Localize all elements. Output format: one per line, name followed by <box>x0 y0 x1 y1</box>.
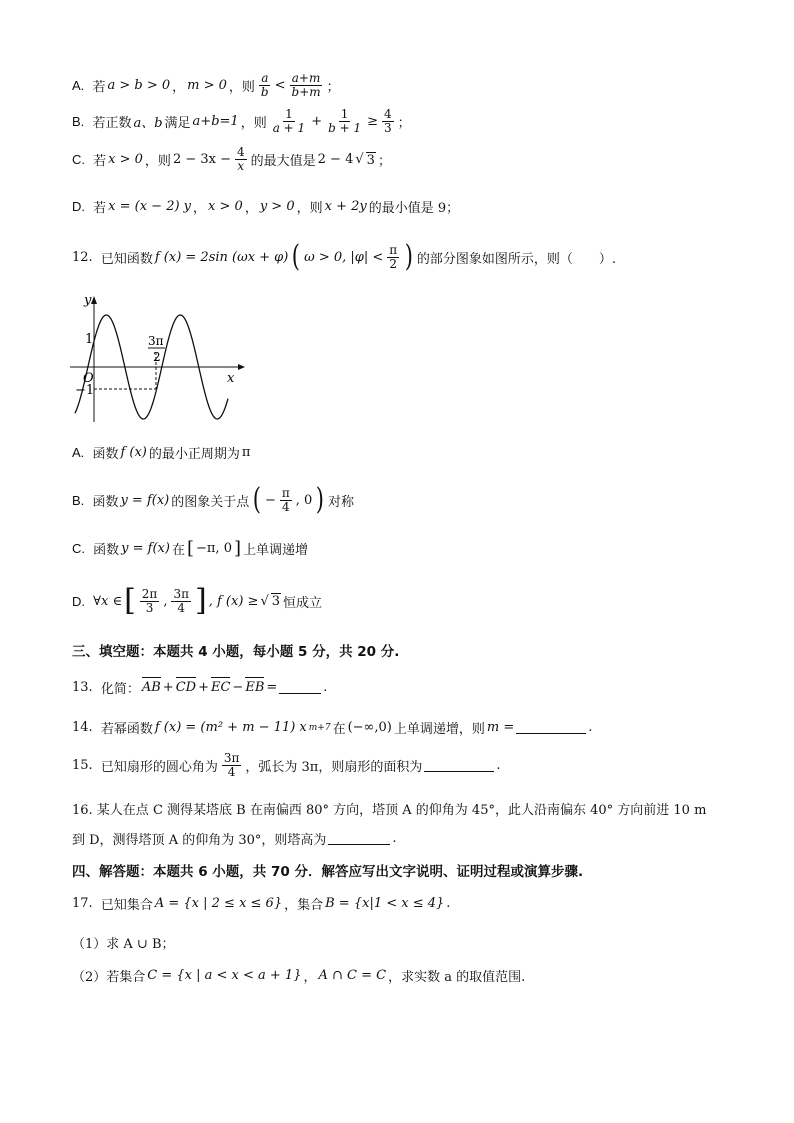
numerator: 4 <box>237 145 245 159</box>
fraction <box>387 244 399 271</box>
numerator: 3π <box>173 586 189 601</box>
question-number: 12. <box>72 249 93 265</box>
vector: EB <box>245 680 265 695</box>
math: C = {x | a < x < a + 1} <box>147 968 302 983</box>
math: + <box>198 680 209 695</box>
math: , f (x) ≥ <box>208 593 259 609</box>
answer-blank[interactable] <box>516 721 586 734</box>
math: a、b <box>133 116 163 131</box>
text: 对称 <box>328 494 355 510</box>
text: ，则 <box>228 80 255 95</box>
text: ，则 <box>296 201 323 216</box>
answer-blank[interactable] <box>424 759 494 772</box>
text: ， <box>193 201 207 216</box>
exponent: m+7 <box>308 722 331 733</box>
text: ，弧长为 3π，则扇形的面积为 <box>245 760 423 775</box>
text: 函数 <box>92 447 119 462</box>
q11-option-b <box>72 108 411 135</box>
q11-option-a <box>72 72 340 99</box>
math: x = (x − 2) y <box>108 199 192 214</box>
math: − <box>264 492 276 508</box>
denominator: a + 1 <box>272 121 306 135</box>
math: + <box>311 114 323 129</box>
denominator: 4 <box>227 765 236 779</box>
math: m > 0 <box>187 78 227 93</box>
section-4-heading: 四、解答题：本题共 6 小题，共 70 分．解答应写出文字说明、证明过程或演算步骤. <box>72 864 584 880</box>
numerator: a <box>261 71 269 85</box>
fraction <box>140 588 160 615</box>
q17-part-2 <box>72 966 525 985</box>
text: ，求实数 a 的取值范围. <box>388 970 526 985</box>
tick-1-label: 1 <box>85 332 94 347</box>
math: π <box>241 445 251 460</box>
text: 的最小正周期为 <box>148 447 240 462</box>
fraction <box>259 72 271 99</box>
text: 上单调递增 <box>243 543 309 558</box>
fraction <box>222 752 242 779</box>
text: 已知扇形的圆心角为 <box>100 760 218 775</box>
text: 的最小值是 9； <box>368 201 460 216</box>
math: y = f(x) <box>121 541 170 556</box>
math: −π, 0 <box>196 541 232 556</box>
q11-option-c: C. 若 x > 0 ，则 2 − 3x − $\frac{4}{x}$ 的最大值是 2 − 4 √ 3 ； <box>72 145 391 173</box>
fraction <box>326 108 363 135</box>
q12-option-a <box>72 443 250 462</box>
q15 <box>72 752 500 779</box>
text: . <box>446 896 451 911</box>
denominator: b <box>260 85 269 99</box>
x-axis-arrow-icon <box>238 364 245 370</box>
q12-option-c: C. 函数 y = f(x) 在 [ −π, 0 ] 上单调递增 <box>72 538 309 559</box>
q12-option-d: D. ∀x ∈ [ $\frac{2\pi}{3}$ , $\frac{3\pi}{4}$ ] , f (x) ≥ √ 3 恒成立 <box>72 583 323 618</box>
numerator: 4 <box>384 107 392 121</box>
option-label: B. <box>72 114 85 129</box>
numerator: π <box>389 242 398 257</box>
denominator: 4 <box>282 499 290 514</box>
math: B = {x|1 < x ≤ 4} <box>325 896 445 911</box>
y-label: y <box>84 293 92 308</box>
text: ，则 <box>144 154 171 169</box>
text: ，集合 <box>284 898 324 913</box>
vector: EC <box>210 680 231 695</box>
text: 在 <box>171 543 185 558</box>
math: (−∞,0) <box>347 720 392 735</box>
question-number: 13. <box>72 680 93 695</box>
vector: AB <box>141 680 161 695</box>
math: ∀x ∈ <box>93 593 123 609</box>
text: 函数 <box>93 543 120 558</box>
text: . <box>392 831 397 846</box>
numerator: 3π <box>223 751 240 765</box>
option-label: A. <box>72 445 85 460</box>
q17-part-1 <box>72 933 175 952</box>
denominator: 3 <box>145 600 154 615</box>
math: x + 2y <box>324 199 367 214</box>
text: 已知函数 <box>100 251 153 267</box>
text: 满足 <box>164 116 191 131</box>
option-label: B. <box>72 492 85 508</box>
math: < <box>274 78 286 93</box>
tick-3pi-label: 3π <box>148 334 164 348</box>
text: 的部分图象如图所示，则（ ）. <box>416 251 617 267</box>
q16-line-1 <box>72 799 706 818</box>
fraction <box>290 72 323 99</box>
option-label: C. <box>72 152 85 167</box>
text: 16. 某人在点 C 测得某塔底 B 在南偏西 80° 方向，塔顶 A 的仰角为 45°，此人沿南偏东 40° 方向前进 10 m <box>72 803 707 818</box>
text: 若正数 <box>92 116 132 131</box>
math: ≥ <box>367 114 378 129</box>
denominator: b+m <box>291 85 321 99</box>
option-label: C. <box>72 541 85 556</box>
math: f (x) <box>120 445 147 460</box>
text: ； <box>377 154 391 169</box>
fraction <box>235 146 247 173</box>
denominator: 2 <box>389 256 398 271</box>
q17-stem <box>72 894 450 913</box>
y-axis-arrow-icon <box>91 296 97 304</box>
text: 若幂函数 <box>100 722 153 737</box>
text: ； <box>326 80 340 95</box>
text: 已知集合 <box>100 898 153 913</box>
numerator: 1 <box>340 107 349 121</box>
sine-graph <box>70 292 245 427</box>
text: ； <box>397 116 411 131</box>
text: ， <box>244 201 258 216</box>
q16-line-2 <box>72 829 397 848</box>
math: A = {x | 2 ≤ x ≤ 6} <box>154 896 283 911</box>
text: 若 <box>93 201 107 216</box>
option-label: D. <box>72 199 85 214</box>
text: 上单调递增，则 <box>393 722 485 737</box>
math: 2 − 3x − <box>172 152 231 167</box>
text: ， <box>172 80 186 95</box>
x-label: x <box>227 371 235 386</box>
text: 到 D，测得塔顶 A 的仰角为 30°，则塔高为 <box>72 833 327 848</box>
section-3-heading: 三、填空题：本题共 4 小题，每小题 5 分，共 20 分. <box>72 644 400 660</box>
math: ω > 0, |φ| < <box>304 249 384 265</box>
text: 恒成立 <box>283 595 323 611</box>
math: = <box>266 680 278 695</box>
text: 的图象关于点 <box>171 494 250 510</box>
tick-neg1-label: −1 <box>75 383 95 398</box>
numerator: 2π <box>141 586 158 601</box>
math: m = <box>486 720 515 735</box>
option-label: A. <box>72 78 85 93</box>
fraction <box>382 108 394 135</box>
denominator: b + 1 <box>328 121 362 135</box>
math: x > 0 <box>208 199 243 214</box>
math: f (x) = 2sin (ωx + φ) <box>154 249 289 265</box>
numerator: 1 <box>285 107 293 121</box>
radicand: 3 <box>271 594 281 609</box>
fraction <box>280 487 292 514</box>
denominator: 3 <box>384 121 392 135</box>
text: 的最大值是 <box>250 154 316 169</box>
math: y = f(x) <box>120 492 170 508</box>
text: ，则 <box>240 116 267 131</box>
q14 <box>72 718 592 737</box>
answer-blank[interactable] <box>328 832 390 845</box>
origin-label: O <box>83 371 94 386</box>
question-number: 14. <box>72 720 93 735</box>
text: ， <box>303 970 317 985</box>
q11-option-d <box>72 197 459 216</box>
numerator: a+m <box>291 71 321 85</box>
answer-blank[interactable] <box>279 681 321 694</box>
q12-stem: 12. 已知函数 f (x) = 2sin (ωx + φ) ( ω > 0, |φ| < $\frac{\pi}{2}$ ) 的部分图象如图所示，则（ ）. <box>72 239 617 274</box>
math: y > 0 <box>259 199 295 214</box>
numerator: π <box>281 485 290 500</box>
text: （1）求 A ∪ B； <box>72 937 175 952</box>
denominator: 4 <box>177 600 186 615</box>
tick-2-label: 2 <box>153 350 161 364</box>
math: f (x) = (m² + m − 11) x <box>154 720 307 735</box>
question-number: 15. <box>72 758 93 773</box>
text: . <box>496 758 501 773</box>
text: 若 <box>93 154 107 169</box>
math: + <box>162 680 174 695</box>
math: A ∩ C = C <box>318 968 387 983</box>
math: − <box>232 680 244 695</box>
text: （2）若集合 <box>72 970 146 985</box>
question-number: 17. <box>72 896 93 911</box>
option-label: D. <box>72 593 85 609</box>
text: 若 <box>92 80 106 95</box>
text: . <box>323 680 328 695</box>
radicand: 3 <box>366 152 375 168</box>
math: , 0 <box>295 492 313 508</box>
math: a+b=1 <box>192 114 239 129</box>
text: . <box>588 720 593 735</box>
math: a > b > 0 <box>107 78 171 93</box>
text: 函数 <box>92 494 119 510</box>
math: x > 0 <box>108 152 143 167</box>
q12-option-b: B. 函数 y = f(x) 的图象关于点 ( − $\frac{\pi}{4}$ , 0 ) 对称 <box>72 482 355 517</box>
denominator: x <box>237 159 245 173</box>
text: 在 <box>332 722 346 737</box>
fraction <box>271 108 307 135</box>
fraction <box>171 588 191 615</box>
math: 2 − 4 <box>317 152 354 167</box>
vector: CD <box>175 680 197 695</box>
text: 化简： <box>100 682 140 697</box>
q13 <box>72 678 327 697</box>
